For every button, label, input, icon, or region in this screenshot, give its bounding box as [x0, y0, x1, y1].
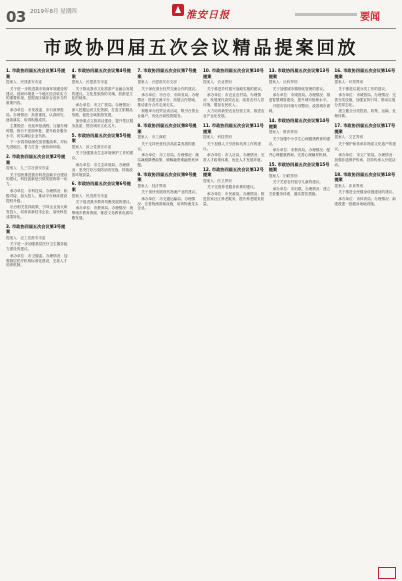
proposal-meta: 提案人：经济界别 [137, 183, 167, 188]
article-columns [6, 64, 396, 576]
headline-rule [6, 60, 396, 61]
proposal-meta: 提案人：农工党淮安市委 [6, 235, 46, 240]
body-paragraph: 关于保护和传承非物质文化遗产的建议。 [334, 141, 396, 151]
body-paragraph: 承办单位：市交通运输局。办理情况：完善物流基础设施，培育物流龙头企业。 [137, 196, 199, 211]
body-paragraph: 承办单位：市人社局。办理情况：完善人才政策体系，优化人才发展环境。 [203, 152, 265, 162]
body-paragraph: 承办单位：市工信局。办理情况：落实减税降费政策，缓解融资难融资贵问题。 [137, 152, 199, 167]
proposal-meta: 提案人：民建淮安市委 [6, 80, 42, 85]
proposal-meta: 提案人：社科界别 [268, 80, 298, 85]
text-column [203, 64, 266, 576]
body-paragraph: 关于加快发展现代物流产业的建议。 [141, 190, 199, 195]
proposal-title: 8. 市政协四届五次会议第8号提案 [137, 123, 197, 134]
body-paragraph: 开展市容环境专项整治，改善城市面貌。 [268, 104, 331, 114]
body-paragraph: 承办单位：市发改委、市行政审批局。办理情况：高度重视，认真研究，逐条落实，取得积极成效。 [6, 107, 68, 122]
proposal-title: 10. 市政协四届五次会议第10号提案 [203, 68, 264, 79]
body-paragraph: 关于深化淮台经贸交流合作的建议。 [141, 86, 199, 91]
proposal-title: 9. 市政协四届五次会议第9号提案 [137, 171, 197, 183]
masthead-rule [6, 28, 396, 29]
proposal-meta: 提案人：致公党淮安市委 [71, 145, 112, 150]
proposal-title: 18. 市政协四届五次会议第18号提案 [334, 171, 396, 183]
issue-date: 2019年8月 星期四 [30, 9, 77, 15]
proposal-title: 7. 市政协四届五次会议第7号提案 [137, 68, 197, 79]
body-paragraph: 积极举办经贸洽谈活动，吸引台资企业落户，优化台商投资服务。 [137, 109, 199, 119]
proposal-title: 3. 市政协四届五次会议第3号提案 [6, 223, 66, 235]
body-paragraph: 关于进一步加强基层医疗卫生服务能力建设的建议。 [6, 242, 68, 252]
page-number: 03 [6, 8, 26, 26]
text-column [269, 64, 332, 576]
section-divider [295, 13, 357, 16]
body-paragraph: 下一步将持续深化放管服改革，对标先进地区，着力打造一流营商环境。 [6, 140, 68, 150]
proposal-title: 2. 市政协四届五次会议第2号提案 [6, 153, 66, 165]
proposal-meta: 提案人：民进淮安市委 [71, 193, 108, 198]
masthead [0, 0, 402, 30]
body-paragraph: 主要做法：优化审批流程，压缩办理时限，推行不见面审批，提升政务服务水平，切实减轻企业负担。 [6, 123, 68, 138]
proposal-meta: 提案人：民盟淮安市委 [71, 80, 108, 85]
proposal-title: 16. 市政协四届五次会议第16号提案 [334, 68, 396, 79]
body-paragraph: 承办单位：市卫健委。办理情况：加强基层医疗机构标准化建设，完善人才培养机制。 [6, 253, 68, 268]
body-paragraph: 关于支持民营经济高质量发展的建议。 [137, 141, 196, 151]
body-paragraph: 关于加快推进我市科技创新平台建设的建议。科技创新是引领发展的第一动力。 [6, 172, 68, 187]
proposal-title: 1. 市政协四届五次会议第1号提案 [6, 68, 66, 79]
body-paragraph: 承办单位：市妇联。办理情况：建立关爱服务体系，落实帮扶措施。 [268, 186, 331, 196]
proposal-title: 5. 市政协四届五次会议第5号提案 [71, 132, 131, 144]
stamp-icon [378, 567, 396, 579]
proposal-meta: 提案人：农业界别 [203, 80, 232, 85]
proposal-title: 11. 市政协四届五次会议第11号提案 [203, 123, 264, 134]
body-paragraph: 承办单位：市科技局。办理情况：积极对接，加大投入，推动平台载体建设提档升级。 [6, 188, 68, 203]
body-paragraph: 关于推进垃圾分类工作的建议。 [338, 86, 389, 91]
body-paragraph: 承办单位：市教育局。办理情况：统筹城乡教育资源，推进义务教育优质均衡发展。 [71, 206, 134, 221]
body-paragraph: 承办单位：市城管局。办理情况：完善分类设施，加强宣传引导，推动垃圾分类常态化。 [334, 93, 396, 107]
proposal-meta: 提案人：文艺界别 [334, 135, 364, 140]
proposal-meta: 提案人：台盟淮安市支部 [137, 80, 177, 85]
text-column [137, 64, 200, 576]
proposal-meta: 提案人：教育界别 [268, 130, 298, 135]
body-paragraph: 建立健全分类投放、收集、运输、处理体系。 [334, 109, 396, 119]
body-paragraph: 关于加强中小学生心理健康教育的建议。 [268, 136, 331, 146]
text-column [6, 64, 69, 576]
proposal-title: 15. 市政协四届五次会议第15号提案 [268, 161, 330, 173]
body-paragraph: 关于推进乡村振兴战略实施的建议。 [207, 86, 265, 91]
body-paragraph: 关于促进我市教育均衡发展的建议。 [75, 200, 134, 205]
proposal-meta: 提案人：科技界别 [203, 135, 232, 140]
body-paragraph: 承办单位：市体育局。办理情况：新建改建一批健身场地设施。 [334, 196, 396, 206]
proposal-title: 17. 市政协四届五次会议第17号提案 [334, 123, 396, 134]
body-paragraph: 关于进一步推进我市营商环境建设的建议。营商环境是一个地区经济软实力的重要体现，是提高区域综合竞争力的重要内容。 [6, 86, 68, 106]
newspaper-logo-text: 淮安日报 [186, 10, 230, 21]
body-paragraph: 关于推动我市文化旅游产业融合发展的建议。文化是旅游的灵魂，旅游是文化的载体。 [71, 86, 134, 101]
proposal-title: 4. 市政协四届五次会议第4号提案 [71, 68, 131, 79]
proposal-meta: 提案人：医卫界别 [203, 178, 232, 183]
body-paragraph: 承办单位：市台办、市商务局。办理情况：搭建交流平台，拓展合作领域，推动淮台合作走深走实。 [137, 93, 199, 107]
proposal-title: 13. 市政协四届五次会议第13号提案 [268, 68, 330, 79]
text-column [334, 64, 396, 576]
body-paragraph: 承办单位：市城管局。办理情况：推进智慧城管建设，提升城市管理水平。 [268, 93, 331, 102]
body-paragraph: 承办单位：市文广旅局。办理情况：深入挖掘运河文化资源，打造文旅精品线路，促进全域旅游发展。 [71, 102, 134, 117]
proposal-meta: 提案人：环资界别 [334, 80, 364, 85]
body-paragraph: 承办单位：市民政局。办理情况：推进居家社区养老服务，提升养老服务质量。 [203, 191, 265, 206]
newspaper-logo-icon [172, 4, 184, 16]
section-label: 要闻 [360, 12, 380, 23]
body-paragraph: 出台相关扶持政策，引导企业加大研发投入，培育高新技术企业，加快科技成果转化。 [6, 205, 68, 219]
body-paragraph: 关于加强城市精细化管理的建议。 [272, 86, 327, 91]
body-paragraph: 关于加强人才引进和培养工作的建议。 [203, 141, 261, 151]
text-column [72, 64, 135, 576]
body-paragraph: 大力培育新型农业经营主体，推进农业产业化发展。 [203, 109, 265, 119]
body-paragraph: 承办单位：市教育局。办理情况：配齐心理健康教师，完善心理辅导机制。 [268, 148, 331, 157]
proposal-title: 12. 市政协四届五次会议第12号提案 [203, 166, 264, 178]
body-paragraph: 关于完善养老服务体系的建议。 [207, 185, 258, 190]
proposal-title: 14. 市政协四届五次会议第14号提案 [268, 118, 330, 129]
page-headline: 市政协四届五次会议精品提案回放 [43, 38, 359, 59]
body-paragraph: 承办单位：市文广旅局。办理情况：加强非遗保护传承，扶持传承人开展活动。 [334, 152, 396, 167]
body-paragraph: 承办单位：市生态环境局。办理情况：坚决打好污染防治攻坚战，持续改善环境质量。 [71, 162, 133, 177]
proposal-meta: 提案人：九三学社淮安市委 [6, 166, 50, 171]
body-paragraph: 关于推进全民健身设施建设的建议。 [338, 190, 396, 195]
proposal-meta: 提案人：体育界别 [334, 183, 364, 188]
body-paragraph: 关于加强我市生态环境保护工作的建议。 [71, 151, 134, 161]
proposal-title: 6. 市政协四届五次会议第6号提案 [71, 181, 131, 193]
proposal-meta: 提案人：妇联界别 [268, 174, 298, 179]
body-paragraph: 承办单位：市农业农村局。办理情况：发展现代高效农业，改善农村人居环境，增加农民收入。 [203, 93, 265, 107]
proposal-meta: 提案人：市工商联 [137, 135, 167, 140]
body-paragraph: 关于关爱农村留守儿童的建议。 [272, 180, 323, 185]
body-paragraph: 加快重点文旅项目建设，提升景区服务品质，擦亮城市文化名片。 [71, 119, 134, 128]
